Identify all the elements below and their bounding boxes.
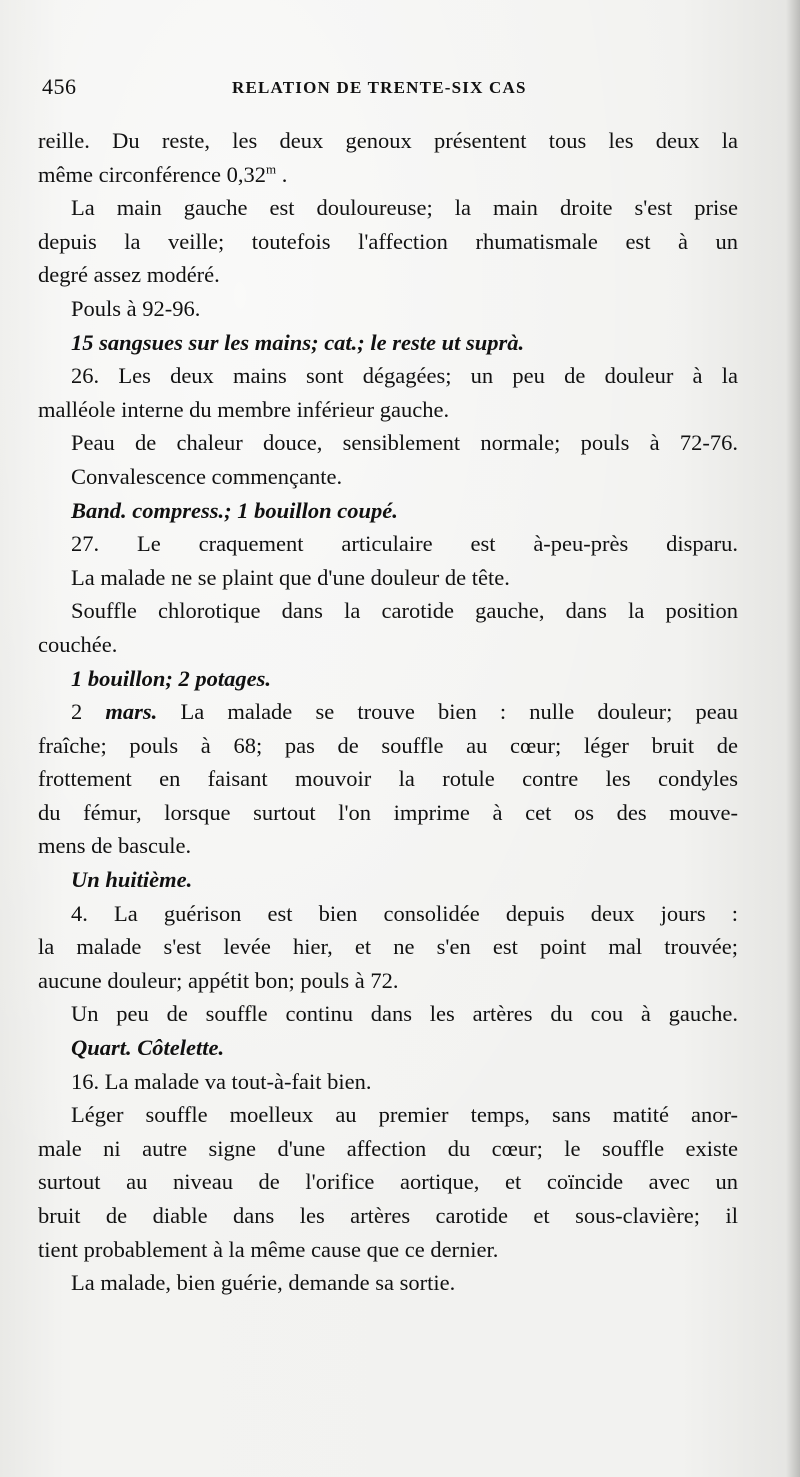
text-line: couchée. [38, 631, 118, 657]
text-line: 4. La guérison est bien consolidée depuis deux jours : [71, 900, 738, 926]
text-segment: même circonférence 0,32 [38, 161, 266, 187]
page-number: 456 [42, 74, 77, 99]
superscript-unit: m [266, 161, 277, 177]
text-line [38, 695, 738, 729]
running-title: RELATION DE TRENTE-SIX CAS [232, 78, 527, 97]
text-line: male ni autre signe d'une affection du cœur; le souffle existe [38, 1135, 738, 1161]
text-line: du fémur, lorsque surtout l'on imprime à cet os des mouve- [38, 799, 738, 825]
prescription-line: 1 bouillon; 2 potages. [71, 665, 272, 691]
page-header [42, 72, 742, 106]
date-month: mars. [105, 699, 158, 725]
prescription-line: Un huitième. [71, 867, 193, 893]
text-line: tient probablement à la même cause que ce dernier. [38, 1236, 499, 1262]
text-line: malléole interne du membre inférieur gauche. [38, 396, 450, 422]
text-segment: La malade se trouve bien : nulle douleur; peau [157, 699, 738, 725]
text-line: La main gauche est douloureuse; la main droite s'est prise [71, 195, 738, 221]
prescription-line: Quart. Côtelette. [71, 1035, 225, 1061]
page-edge-shadow [786, 0, 800, 1477]
text-line: la malade s'est levée hier, et ne s'en est point mal trouvée; [38, 934, 738, 960]
text-line: La malade ne se plaint que d'une douleur de tête. [71, 564, 510, 590]
text-line: Léger souffle moelleux au premier temps, sans matité anor- [71, 1102, 738, 1128]
text-line: La malade, bien guérie, demande sa sortie. [71, 1270, 456, 1296]
text-line: bruit de diable dans les artères carotide et sous-clavière; il [38, 1203, 738, 1228]
text-line: fraîche; pouls à 68; pas de souffle au cœur; léger bruit de [38, 732, 738, 758]
body-text [38, 124, 738, 1300]
text-line: degré assez modéré. [38, 262, 220, 288]
text-line: reille. Du reste, les deux genoux présentent tous les deux la [38, 128, 738, 153]
text-line: Pouls à 92-96. [71, 295, 201, 321]
text-line: 26. Les deux mains sont dégagées; un peu de douleur à la [71, 363, 738, 389]
prescription-line: 15 sangsues sur les mains; cat.; le reste ut suprà. [71, 329, 525, 355]
text-line: Souffle chlorotique dans la carotide gauche, dans la position [71, 598, 738, 624]
text-line: 27. Le craquement articulaire est à-peu-près disparu. [71, 531, 738, 557]
text-line: mens de bascule. [38, 833, 192, 859]
text-line: Convalescence commençante. [71, 463, 343, 489]
text-line: surtout au niveau de l'orifice aortique, et coïncide avec un [38, 1169, 738, 1195]
prescription-line: Band. compress.; 1 bouillon coupé. [71, 497, 398, 523]
text-line: aucune douleur; appétit bon; pouls à 72. [38, 967, 399, 993]
text-segment: . [276, 161, 288, 187]
text-line: 16. La malade va tout-à-fait bien. [71, 1068, 372, 1094]
text-line: frottement en faisant mouvoir la rotule contre les condyles [38, 766, 738, 792]
text-line [38, 158, 738, 192]
text-line: depuis la veille; toutefois l'affection rhumatismale est à un [38, 228, 738, 254]
text-line: Un peu de souffle continu dans les artères du cou à gauche. [71, 1001, 738, 1027]
date-number: 2 [71, 699, 106, 725]
text-line: Peau de chaleur douce, sensiblement normale; pouls à 72-76. [71, 430, 738, 456]
